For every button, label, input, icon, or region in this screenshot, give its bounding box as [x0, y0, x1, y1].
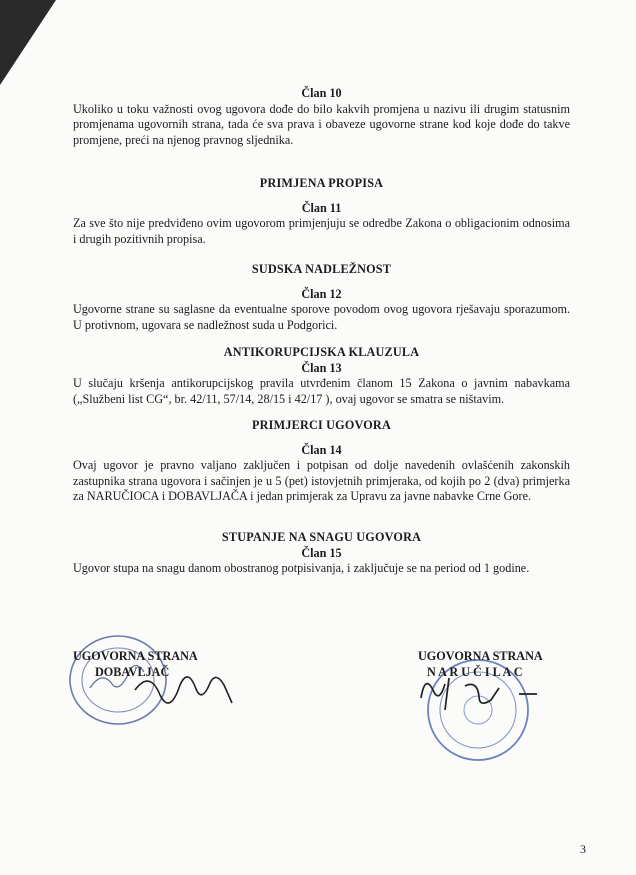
- signature-left-label: [73, 648, 198, 680]
- article-12-title: Član 12: [301, 286, 342, 301]
- section-antikor: [73, 345, 570, 407]
- article-14-text: Ovaj ugovor je pravno valjano zaključen i potpisan od dolje navedenih ovlašćenih zakonskih zastupnika strana ugovora i sačinjen je u 5 (pet) istovjetnih primjeraka, od kojih po 2 (dva) primjerka za NARUČIOCA i DOBAVLJAČA i jedan primjerak za Upravu za javne nabavke Crne Gore.: [73, 458, 570, 504]
- section-sudska: [73, 262, 570, 333]
- heading-stupanje: STUPANJE NA SNAGU UGOVORA: [221, 530, 422, 544]
- page-number: 3: [580, 842, 586, 856]
- article-12-text: Ugovorne strane su saglasne da eventualne sporove povodom ovog ugovora rješavaju sporazumom. U protivnom, ugovara se nadležnost suda u Podgorici.: [73, 302, 570, 332]
- document-body: [73, 86, 570, 148]
- article-14-title: Član 14: [301, 442, 342, 457]
- signature-left-line2: DOBAVLJAČ: [95, 665, 170, 679]
- heading-primjena: PRIMJENA PROPISA: [259, 176, 384, 190]
- signature-right-line1: UGOVORNA STRANA: [418, 649, 543, 663]
- scan-corner-shadow: [0, 0, 56, 85]
- article-13-title: Član 13: [301, 360, 342, 375]
- signature-left-line1: UGOVORNA STRANA: [73, 649, 198, 663]
- article-11-text: Za sve što nije predviđeno ovim ugovorom primjenjuju se odredbe Zakona o obligacionim odnosima i drugih pozitivnih propisa.: [73, 216, 570, 246]
- section-primjerci: [73, 418, 570, 505]
- signature-right-line2: N A R U Č I L A C: [427, 665, 523, 679]
- article-11-title: Član 11: [301, 200, 342, 215]
- article-15-title: Član 15: [301, 545, 342, 560]
- heading-antikor: ANTIKORUPCIJSKA KLAUZULA: [223, 345, 420, 359]
- heading-sudska: SUDSKA NADLEŽNOST: [251, 262, 392, 276]
- section-primjena: [73, 176, 570, 247]
- signature-right-label: [418, 648, 543, 680]
- article-15-text: Ugovor stupa na snagu danom obostranog potpisivanja, i zaključuje se na period od 1 godine.: [73, 561, 530, 576]
- heading-primjerci: PRIMJERCI UGOVORA: [252, 418, 391, 432]
- article-13-text: U slučaju kršenja antikorupcijskog pravila utvrđenim članom 15 Zakona o javnim nabavkama („Službeni list CG“, br. 42/11, 57/14, 28/15 i 42/17 ), ovaj ugovor se smatra se ništavim.: [73, 376, 570, 406]
- section-stupanje: [73, 530, 570, 577]
- article-10-text: Ukoliko u toku važnosti ovog ugovora dođe do bilo kakvih promjena u nazivu ili drugim statusnim promjenama ugovornih strana, tada će sva prava i obaveze ugovorne strane kod koje dođe do takve promjene, preći na njenog pravnog sljednika.: [73, 101, 570, 147]
- article-10-title: Član 10: [301, 86, 342, 100]
